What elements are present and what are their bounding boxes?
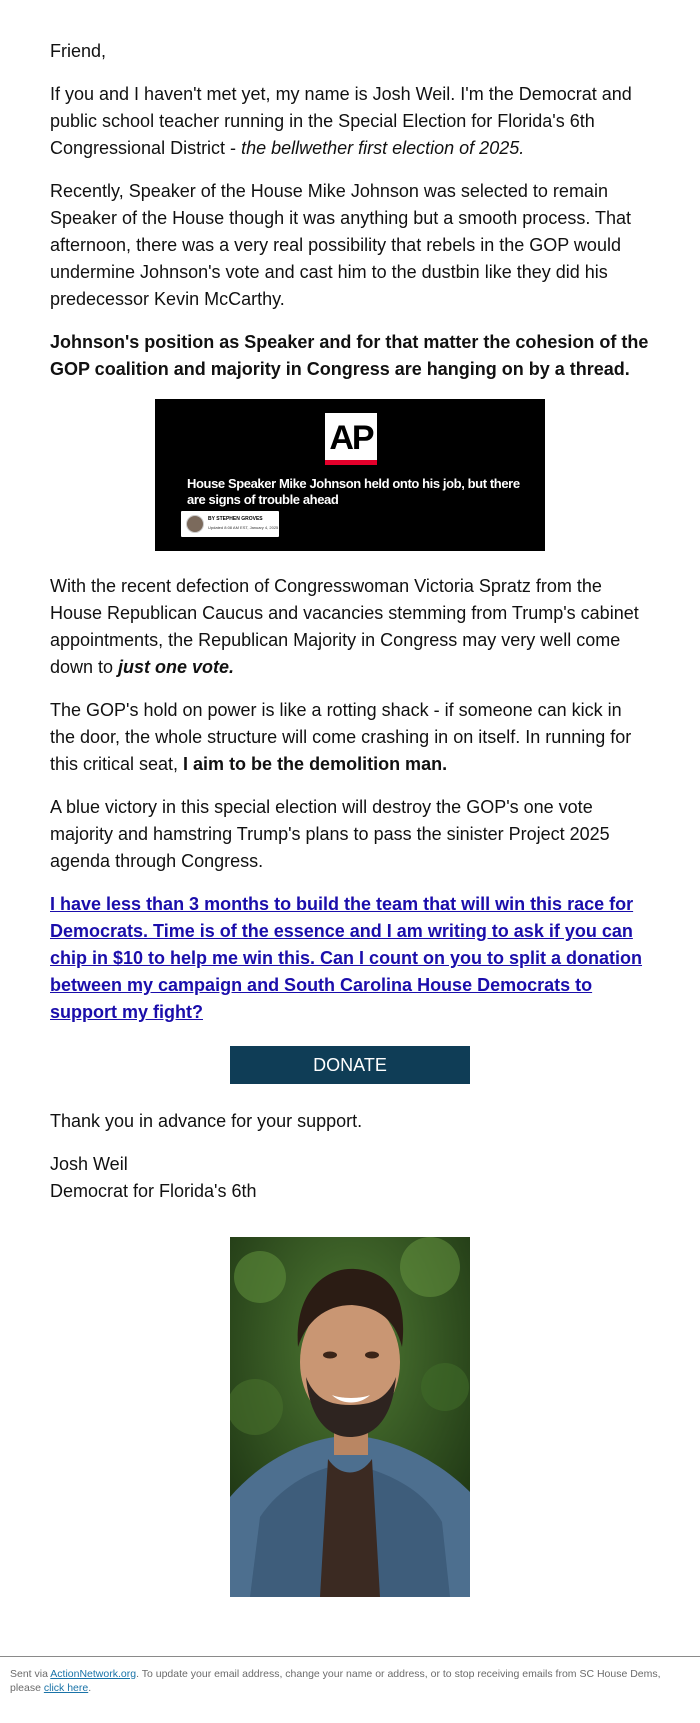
ap-updated: Updated 8:08 AM EST, January 4, 2025 [208,525,279,530]
shack-paragraph [50,697,650,778]
shack-text: The GOP's hold on power is like a rotting shack - if someone can kick in the door, the whole structure will come crashing in on itself. In running for this critical seat, [50,700,632,774]
ap-news-image[interactable] [155,399,545,551]
candidate-photo [230,1237,470,1597]
email-footer [0,1656,700,1695]
author-avatar [186,515,204,533]
footer-update-text: . To update your email address, change your name or address, or to stop receiving emails from SC House Dems, please [10,1668,661,1694]
intro-text: If you and I haven't met yet, my name is Josh Weil. I'm the Democrat and public school teacher running in the Special Election for Florida's 6th Congressional District - [50,84,632,158]
signature-name: Josh Weil [50,1154,128,1174]
greeting: Friend, [50,41,107,61]
signature [50,1151,650,1205]
ap-logo: AP [325,413,377,465]
candidate-portrait [230,1237,470,1597]
ap-byline-card [181,511,279,537]
footer-sent-via: Sent via [10,1668,51,1680]
unsubscribe-link[interactable]: click here [43,1682,89,1694]
defection-paragraph [50,573,650,681]
speaker-paragraph: Recently, Speaker of the House Mike Johnson was selected to remain Speaker of the House though it was anything but a smooth process. That afternoon, there was a very real possibility that rebels in the GOP would undermine Johnson's vote and cast him to the dustbin like they did his predecessor Kevin McCarthy. [50,181,632,309]
ap-byline: BY STEPHEN GROVES [208,516,263,522]
shack-emphasis: I aim to be the demolition man. [183,754,448,774]
defection-emphasis: just one vote. [118,657,235,677]
cta-paragraph [50,891,650,1026]
victory-paragraph: A blue victory in this special election will destroy the GOP's one vote majority and hamstring Trump's plans to pass the sinister Project 2025 agenda through Congress. [50,797,610,871]
donate-button[interactable]: DONATE [230,1046,470,1084]
cta-donation-link[interactable]: I have less than 3 months to build the team that will win this race for Democrats. Time is of the essence and I am writing to ask if you can chip in $10 to help me win this. Can I count on you to split a donation between my campaign and South Carolina House Democrats to support my fight? [50,894,643,1022]
thanks-paragraph: Thank you in advance for your support. [50,1111,363,1131]
footer-period: . [88,1682,92,1694]
thread-paragraph: Johnson's position as Speaker and for that matter the cohesion of the GOP coalition and majority in Congress are hanging on by a thread. [50,332,649,379]
action-network-link[interactable]: ActionNetwork.org [50,1668,137,1680]
intro-paragraph [50,81,650,162]
ap-headline: House Speaker Mike Johnson held onto his job, but there are signs of trouble ahead [187,476,520,507]
signature-title: Democrat for Florida's 6th [50,1181,257,1201]
defection-text: With the recent defection of Congresswoman Victoria Spratz from the House Republican Caucus and vacancies stemming from Trump's cabinet appointments, the Republican Majority in Congress may very well come down to [50,576,639,677]
intro-italic: the bellwether first election of 2025. [241,138,525,158]
